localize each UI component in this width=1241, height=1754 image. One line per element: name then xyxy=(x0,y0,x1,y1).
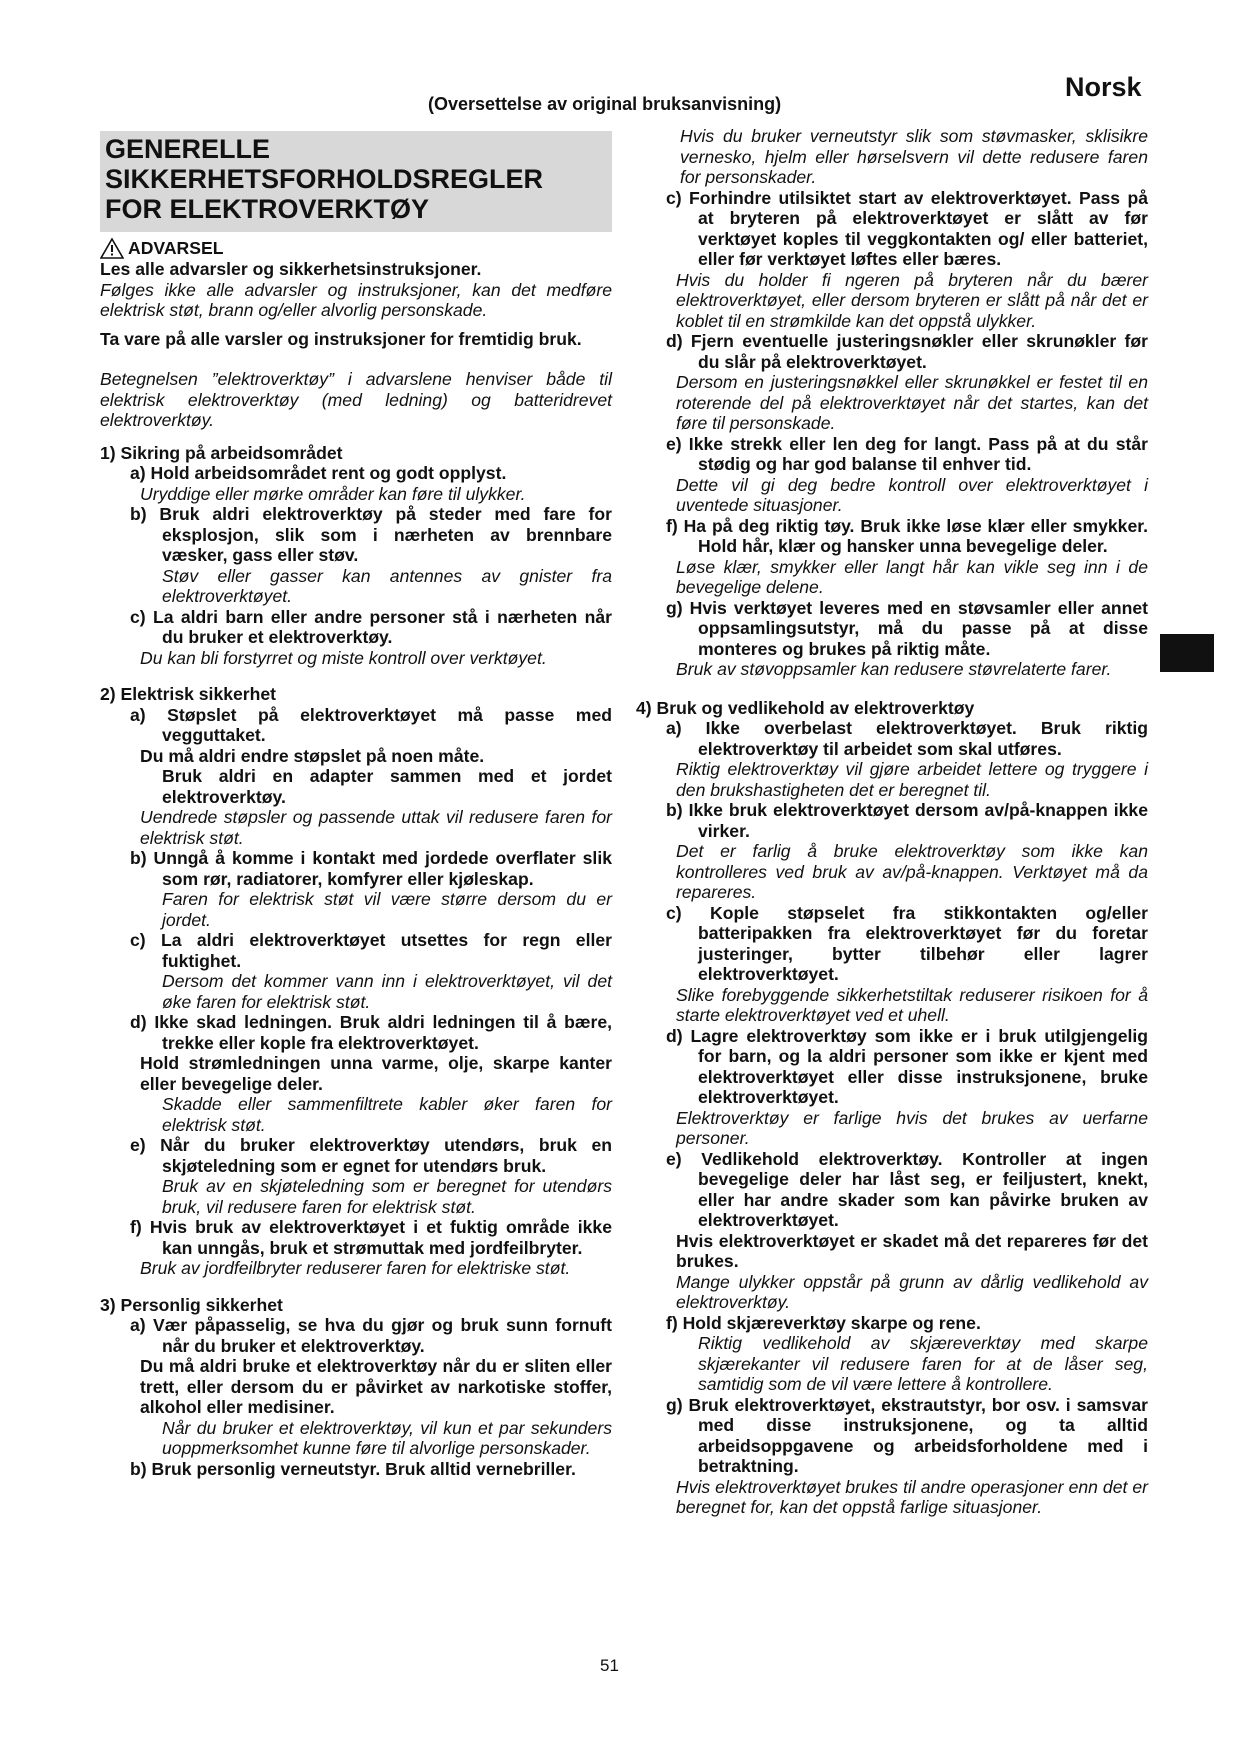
definition-text: Betegnelsen ”elektroverktøy” i advarslene henviser både til elektrisk elektroverktøy (med ledning) og batteridrevet elektroverktøy. xyxy=(100,369,612,430)
s3-item-e-note: Dette vil gi deg bedre kontroll over elektroverktøyet i uventede situasjoner. xyxy=(676,474,1148,515)
s4-item-g-note: Hvis elektroverktøyet brukes til andre operasjoner enn det er beregnet for, kan det oppstå farlige situasjoner. xyxy=(676,1476,1148,1517)
warning-consequence: Følges ikke alle advarsler og instruksjoner, kan det medføre elektrisk støt, brann og/eller alvorlig personskade. xyxy=(100,279,612,320)
s4-item-c-note: Slike forebyggende sikkerhetstiltak reduserer risikoen for å starte elektroverktøyet ved et uhell. xyxy=(676,984,1148,1025)
translation-subtitle: (Oversettelse av original bruksanvisning) xyxy=(428,94,782,114)
s2-item-b-note: Faren for elektrisk støt vil være større dersom du er jordet. xyxy=(162,889,612,930)
s2-item-c: c) La aldri elektroverktøyet utsettes for regn eller fuktighet. xyxy=(130,930,612,971)
s4-item-f-note: Riktig vedlikehold av skjæreverktøy med skarpe skjærekanter vil redusere faren for at de låser seg, samtidig som de vil være lettere å kontrollere. xyxy=(698,1333,1148,1394)
s3-item-f: f) Ha på deg riktig tøy. Bruk ikke løse klær eller smykker. Hold hår, klær og hansker unna bevegelige deler. xyxy=(666,515,1148,556)
s4-item-g: g) Bruk elektroverktøyet, ekstrautstyr, bor osv. i samsvar med disse instruksjonene, og ta alltid arbeidsoppgavene og arbeidsforholdene med i betraktning. xyxy=(666,1394,1148,1476)
s3-item-b: b) Bruk personlig verneutstyr. Bruk alltid vernebriller. xyxy=(130,1458,576,1479)
s3-item-g: g) Hvis verktøyet leveres med en støvsamler eller annet oppsamlingsutstyr, må du passe på at disse monteres og brukes på riktig måte. xyxy=(666,597,1148,659)
s2-item-c-note: Dersom det kommer vann inn i elektroverktøyet, vil det øke faren for elektrisk støt. xyxy=(162,971,612,1012)
section-3-heading: 3) Personlig sikkerhet xyxy=(100,1294,283,1315)
s4-item-d: d) Lagre elektroverktøy som ikke er i bruk utilgjengelig for barn, og la aldri personer som ikke er kjent med elektroverktøyet eller disse instruksjonene, bruke elektroverktøyet. xyxy=(666,1025,1148,1107)
right-column xyxy=(636,126,1148,1518)
warning-triangle-icon xyxy=(100,238,124,259)
page-number: 51 xyxy=(600,1656,619,1675)
s4-item-b-note: Det er farlig å bruke elektroverktøy som ikke kan kontrolleres ved bruk av av/på-knappen. Verktøyet må da repareres. xyxy=(676,841,1148,902)
s2-item-e: e) Når du bruker elektroverktøy utendørs, bruk en skjøteledning som er egnet for utendørs bruk. xyxy=(130,1135,612,1176)
s4-item-e-note: Mange ulykker oppstår på grunn av dårlig vedlikehold av elektroverktøy. xyxy=(676,1271,1148,1312)
s3-item-a-extra: Du må aldri bruke et elektroverktøy når du er sliten eller trett, eller dersom du er påvirket av narkotiske stoffer, alkohol eller medisiner. xyxy=(140,1356,612,1417)
s3-item-a: a) Vær påpasselig, se hva du gjør og bruk sunn fornuft når du bruker et elektroverktøy. xyxy=(130,1315,612,1356)
s3-item-c-note: Hvis du holder fi ngeren på bryteren når du bærer elektroverktøyet, eller dersom bryteren er slått på når det er koblet til en strømkilde kan det oppstå ulykker. xyxy=(676,269,1148,331)
read-all-warnings: Les alle advarsler og sikkerhetsinstruksjoner. xyxy=(100,259,482,279)
section-1-heading: 1) Sikring på arbeidsområdet xyxy=(100,442,343,463)
title-line-3: FOR ELEKTROVERKTØY xyxy=(105,194,430,224)
s3-item-g-note: Bruk av støvoppsamler kan redusere støvrelaterte farer. xyxy=(676,659,1112,679)
s1-item-b-note: Støv eller gasser kan antennes av gnister fra elektroverktøyet. xyxy=(162,565,612,606)
s3-item-c: c) Forhindre utilsiktet start av elektroverktøyet. Pass på at bryteren på elektroverktøyet er slått av før verktøyet koples til veggkontakten og/ eller batteriet, eller før verktøyet løftes eller bæres. xyxy=(666,187,1148,269)
s3-item-a-note: Når du bruker et elektroverktøy, vil kun et par sekunders uoppmerksomhet kunne føre til alvorlige personskader. xyxy=(162,1417,612,1458)
s2-item-a-note: Uendrede støpsler og passende uttak vil redusere faren for elektrisk støt. xyxy=(140,807,612,848)
section-2-heading: 2) Elektrisk sikkerhet xyxy=(100,684,277,704)
language-label: Norsk xyxy=(1065,72,1142,102)
language-tab-marker xyxy=(1160,634,1214,672)
s1-item-a: a) Hold arbeidsområdet rent og godt opplyst. xyxy=(130,463,507,483)
s1-item-c-note: Du kan bli forstyrret og miste kontroll over verktøyet. xyxy=(140,647,547,668)
s2-item-a-extra: Du må aldri endre støpslet på noen måte. xyxy=(140,745,485,766)
s3-item-d-note: Dersom en justeringsnøkkel eller skrunøkkel er festet til en roterende del på elektroverktøyet når det startes, kan det føre til personskade. xyxy=(676,372,1148,433)
s2-item-d-extra: Hold strømledningen unna varme, olje, skarpe kanter eller bevegelige deler. xyxy=(140,1053,612,1094)
left-column xyxy=(100,238,612,1479)
section-title-box xyxy=(100,131,612,232)
section-4-heading: 4) Bruk og vedlikehold av elektroverktøy xyxy=(636,697,975,718)
s3-item-d: d) Fjern eventuelle justeringsnøkler eller skrunøkler før du slår på elektroverktøyet. xyxy=(666,331,1148,372)
s4-item-a-note: Riktig elektroverktøy vil gjøre arbeidet lettere og tryggere i den brukshastigheten det er beregnet til. xyxy=(676,759,1148,800)
s4-item-c: c) Kople støpselet fra stikkontakten og/eller batteripakken fra elektroverktøyet før du foretar justeringer, bytter tilbehør eller lagrer elektroverktøyet. xyxy=(666,902,1148,984)
s2-item-b: b) Unngå å komme i kontakt med jordede overflater slik som rør, radiatorer, komfyrer eller kjøleskap. xyxy=(130,848,612,889)
s4-item-b: b) Ikke bruk elektroverktøyet dersom av/på-knappen ikke virker. xyxy=(666,800,1148,841)
s2-item-f-note: Bruk av jordfeilbryter reduserer faren for elektriske støt. xyxy=(140,1258,571,1278)
s2-item-e-note: Bruk av en skjøteledning som er beregnet for utendørs bruk, vil redusere faren for elektrisk støt. xyxy=(162,1176,612,1217)
s2-item-d-note: Skadde eller sammenfiltrete kabler øker faren for elektrisk støt. xyxy=(162,1094,612,1135)
s4-item-e: e) Vedlikehold elektroverktøy. Kontroller at ingen bevegelige deler har låst seg, er feiljustert, knekt, eller har andre skader som kan påvirke bruken av elektroverktøyet. xyxy=(666,1148,1148,1230)
s3-item-f-note: Løse klær, smykker eller langt hår kan vikle seg inn i de bevegelige delene. xyxy=(676,556,1148,597)
title-line-1: GENERELLE xyxy=(105,134,271,164)
s1-item-b: b) Bruk aldri elektroverktøy på steder med fare for eksplosjon, slik som i nærheten av brennbare væsker, gass eller støv. xyxy=(130,504,612,565)
s2-item-a: a) Støpslet på elektroverktøyet må passe med vegguttaket. xyxy=(130,704,612,745)
s4-item-d-note: Elektroverktøy er farlige hvis det brukes av uerfarne personer. xyxy=(676,1107,1148,1148)
s4-item-a: a) Ikke overbelast elektroverktøyet. Bruk riktig elektroverktøy til arbeidet som skal utføres. xyxy=(666,718,1148,759)
s2-item-f: f) Hvis bruk av elektroverktøyet i et fuktig område ikke kan unngås, bruk et strømuttak med jordfeilbryter. xyxy=(130,1217,612,1258)
s2-item-a-extra2: Bruk aldri en adapter sammen med et jordet elektroverktøy. xyxy=(162,766,612,807)
s2-item-d: d) Ikke skad ledningen. Bruk aldri ledningen til å bære, trekke eller kople fra elektroverktøyet. xyxy=(130,1012,612,1053)
s1-item-a-note: Uryddige eller mørke områder kan føre til ulykker. xyxy=(140,483,526,504)
keep-instructions: Ta vare på alle varsler og instruksjoner for fremtidig bruk. xyxy=(100,328,582,349)
s1-item-c: c) La aldri barn eller andre personer stå i nærheten når du bruker et elektroverktøy. xyxy=(130,606,612,647)
warning-label: ADVARSEL xyxy=(128,238,224,259)
warning-heading xyxy=(100,238,612,259)
s4-item-f: f) Hold skjæreverktøy skarpe og rene. xyxy=(666,1312,981,1333)
s3-item-e: e) Ikke strekk eller len deg for langt. Pass på at du står stødig og har god balanse til enhver tid. xyxy=(666,433,1148,474)
title-line-2: SIKKERHETSFORHOLDSREGLER xyxy=(105,164,544,194)
s4-item-e-extra: Hvis elektroverktøyet er skadet må det repareres før det brukes. xyxy=(676,1230,1148,1271)
s3-item-b-note: Hvis du bruker verneutstyr slik som støvmasker, sklisikre vernesko, hjelm eller hørselsvern vil dette redusere faren for personskader. xyxy=(680,126,1148,187)
